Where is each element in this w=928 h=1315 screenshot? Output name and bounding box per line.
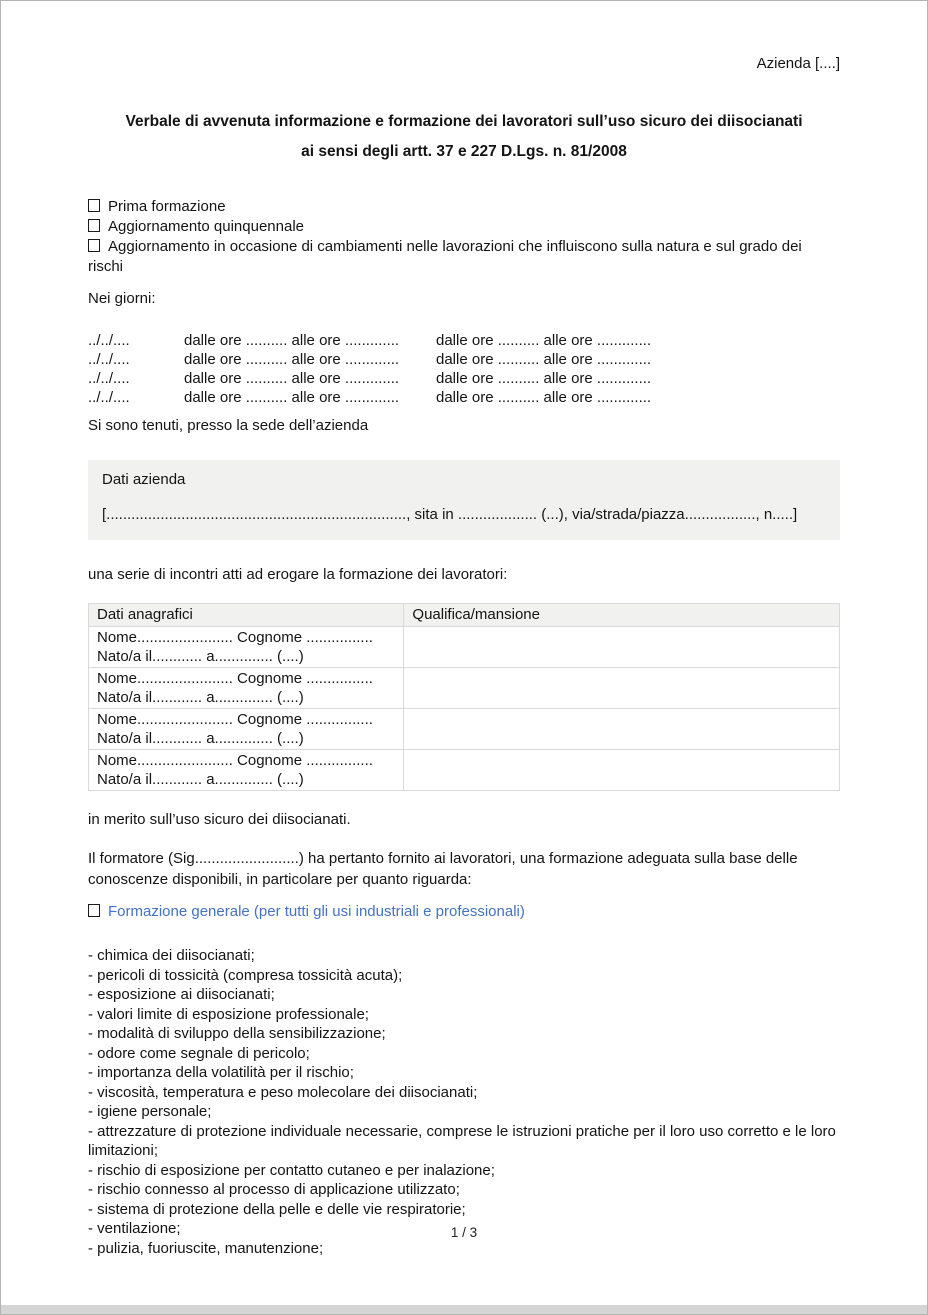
topic-item: - viscosità, temperatura e peso molecolare dei diisocianati; — [88, 1083, 478, 1101]
session-row — [88, 388, 840, 407]
birth-line: Nato/a il............ a.............. (....) — [97, 689, 304, 706]
topic-item: - esposizione ai diisocianati; — [88, 986, 275, 1003]
sessions-outro: Si sono tenuti, presso la sede dell’azienda — [88, 417, 369, 434]
header-dati-anagrafici: Dati anagrafici — [89, 604, 404, 627]
name-line: Nome....................... Cognome ................ — [97, 670, 373, 687]
topics-list — [88, 946, 840, 1258]
session-time-field: dalle ore .......... alle ore ............. — [436, 332, 652, 349]
section-label: Formazione generale (per tutti gli usi industriali e professionali) — [108, 903, 525, 920]
session-rows — [88, 331, 840, 407]
session-time-field: dalle ore .......... alle ore ............. — [436, 389, 652, 406]
section-formazione-generale — [88, 902, 840, 922]
attendee-name-cell — [89, 627, 404, 668]
topic-item: - igiene personale; — [88, 1103, 212, 1120]
topic-item: - rischio connesso al processo di applicazione utilizzato; — [88, 1181, 460, 1198]
table-row — [89, 709, 840, 750]
option-label: Prima formazione — [108, 198, 226, 215]
attendee-role-cell — [404, 750, 840, 791]
page-number: 1 / 3 — [450, 1225, 478, 1240]
topic-item: - valori limite di esposizione professionale; — [88, 1005, 369, 1023]
session-row — [88, 331, 840, 350]
option-prima-formazione — [88, 197, 840, 217]
session-time-field: dalle ore .......... alle ore ............. — [436, 351, 652, 368]
topic-item: - ventilazione; — [88, 1220, 181, 1237]
checkbox-icon — [88, 239, 100, 252]
session-row — [88, 369, 840, 388]
table-row — [89, 668, 840, 709]
topic-item: - rischio di esposizione per contatto cutaneo e per inalazione; — [88, 1161, 495, 1179]
company-box-title: Dati azienda — [102, 471, 186, 488]
company-data-field: [........................................................................, sita in ................... (...), via/strada/piazza................., n.....] — [102, 506, 798, 523]
topic-item: - pulizia, fuoriuscite, manutenzione; — [88, 1239, 324, 1257]
session-row — [88, 350, 840, 369]
attendee-role-cell — [404, 709, 840, 750]
topic-item: - attrezzature di protezione individuale necessarie, comprese le istruzioni pratiche per il loro uso corretto e le loro limitazioni; — [88, 1122, 836, 1159]
attendee-role-cell — [404, 627, 840, 668]
session-date-field: ../../.... — [88, 370, 130, 387]
session-date-field: ../../.... — [88, 332, 130, 349]
after-table-text: in merito sull’uso sicuro dei diisocianati. — [88, 811, 351, 828]
name-line: Nome....................... Cognome ................ — [97, 629, 373, 646]
birth-line: Nato/a il............ a.............. (....) — [97, 730, 304, 747]
option-label: Aggiornamento quinquennale — [108, 218, 304, 235]
option-aggiornamento-cambiamenti — [88, 237, 840, 277]
attendee-name-cell — [89, 750, 404, 791]
page-content — [1, 1, 927, 1258]
training-type-options — [88, 197, 840, 277]
checkbox-icon — [88, 219, 100, 232]
meetings-intro: una serie di incontri atti ad erogare la formazione dei lavoratori: — [88, 566, 508, 583]
checkbox-icon — [88, 904, 100, 917]
attendee-role-cell — [404, 668, 840, 709]
name-line: Nome....................... Cognome ................ — [97, 711, 373, 728]
title-line-1: Verbale di avvenuta informazione e formazione dei lavoratori sull’uso sicuro dei diisocianati — [125, 113, 803, 130]
table-header-row — [89, 604, 840, 627]
option-label: Aggiornamento in occasione di cambiamenti nelle lavorazioni che influiscono sulla natura e sul grado dei rischi — [88, 238, 802, 275]
title-line-2: ai sensi degli artt. 37 e 227 D.Lgs. n. 81/2008 — [301, 143, 627, 160]
attendees-table — [88, 603, 840, 791]
topic-item: - sistema di protezione della pelle e delle vie respiratorie; — [88, 1200, 466, 1218]
session-time-field: dalle ore .......... alle ore ............. — [184, 370, 400, 387]
document-title — [88, 107, 840, 167]
option-aggiornamento-quinquennale — [88, 217, 840, 237]
session-time-field: dalle ore .......... alle ore ............. — [184, 389, 400, 406]
session-time-field: dalle ore .......... alle ore ............. — [184, 351, 400, 368]
name-line: Nome....................... Cognome ................ — [97, 752, 373, 769]
table-row — [89, 627, 840, 668]
session-time-field: dalle ore .......... alle ore ............. — [436, 370, 652, 387]
checkbox-icon — [88, 199, 100, 212]
session-date-field: ../../.... — [88, 351, 130, 368]
header-qualifica-mansione: Qualifica/mansione — [404, 604, 840, 627]
page-bottom-edge — [1, 1305, 927, 1314]
table-row — [89, 750, 840, 791]
topic-item: - odore come segnale di pericolo; — [88, 1044, 310, 1062]
topic-item: - modalità di sviluppo della sensibilizzazione; — [88, 1025, 386, 1042]
sessions-intro: Nei giorni: — [88, 290, 156, 307]
session-time-field: dalle ore .......... alle ore ............. — [184, 332, 400, 349]
topic-item: - importanza della volatilità per il rischio; — [88, 1064, 354, 1081]
trainer-paragraph: Il formatore (Sig.........................) ha pertanto fornito ai lavoratori, una formazione adeguata sulla base delle conoscenze disponibili, in particolare per quanto riguarda: — [88, 850, 798, 888]
topic-item: - pericoli di tossicità (compresa tossicità acuta); — [88, 966, 403, 984]
company-header: Azienda [....] — [756, 55, 840, 72]
topic-item: - chimica dei diisocianati; — [88, 947, 255, 964]
birth-line: Nato/a il............ a.............. (....) — [97, 648, 304, 665]
session-date-field: ../../.... — [88, 389, 130, 406]
attendee-name-cell — [89, 668, 404, 709]
attendee-name-cell — [89, 709, 404, 750]
company-data-box — [88, 460, 840, 540]
birth-line: Nato/a il............ a.............. (....) — [97, 771, 304, 788]
